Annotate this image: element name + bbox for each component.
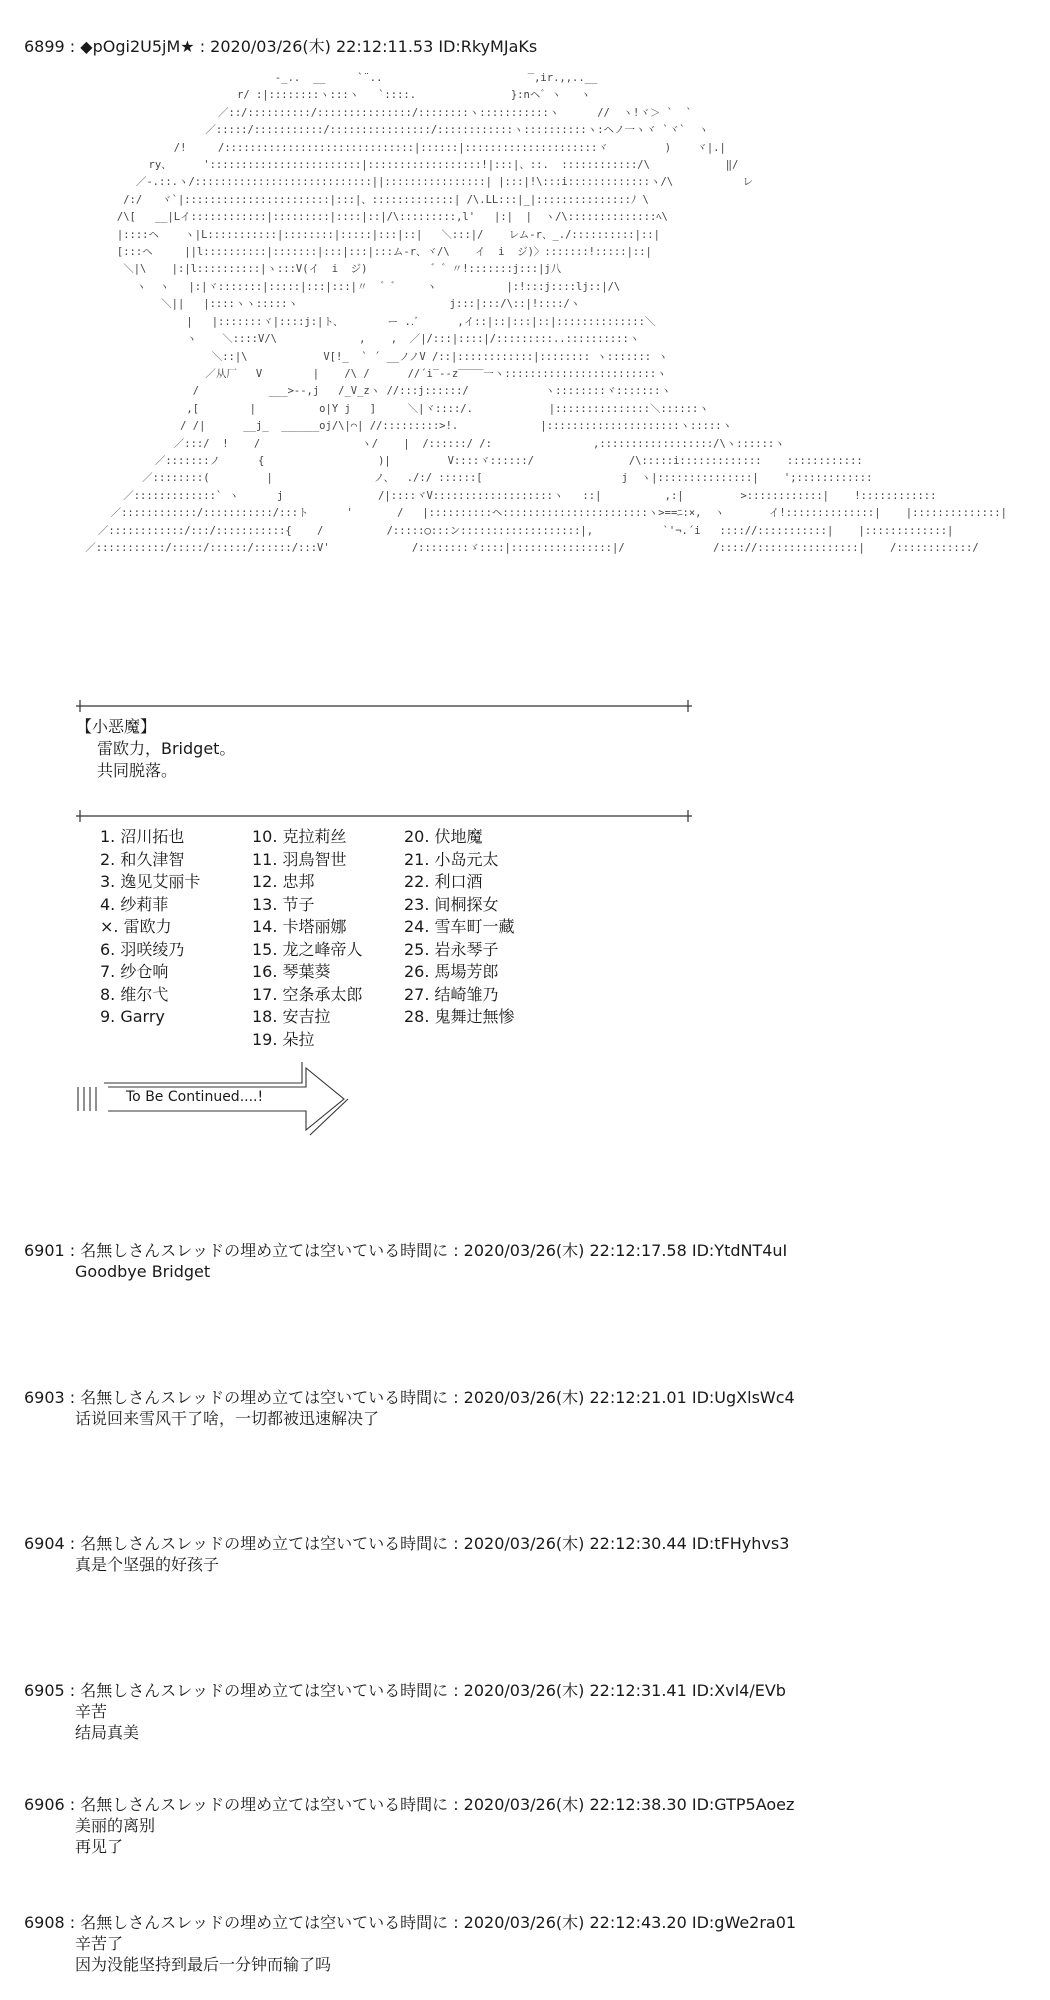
ascii-art-line: ヽ ヽ |:|ヾ:::::::|:::::|:::|:::|〃 ゛゛ ヽ |:!:::j::::lj::|/\ [60, 280, 621, 293]
roster-column-1 [100, 826, 200, 1029]
post-line: 真是个坚强的好孩子 [75, 1555, 220, 1574]
roster-entry: 16. 琴葉葵 [252, 962, 331, 981]
to-be-continued-text: To Be Continued....! [126, 1089, 264, 1105]
roster-entry: 10. 克拉莉丝 [252, 827, 347, 846]
roster-entry: 15. 龙之峰帝人 [252, 939, 363, 959]
ascii-art-line: ／:::::::::::::` ヽ j /|::::ヾV:::::::::::::::::::ヽ ::| ,:| >::::::::::::| !:::::::::::: [60, 489, 937, 502]
ascii-art-line: /\[ __|Lイ::::::::::::|:::::::::|::::|::|/\:::::::::,l' |:| | ヽ/\::::::::::::::ﾍ\ [60, 211, 668, 224]
post-header: 6906 : 名無しさんスレッドの埋め立ては空いている時間に : 2020/03/26(木) 22:12:38.30 ID:GTP5Aoez [24, 1795, 795, 1814]
post-6904 [24, 1533, 1034, 1575]
roster-entry: 20. 伏地魔 [404, 827, 483, 846]
ascii-art-line: r/ :|::::::::ヽ:::ヽ `::::. }:nヘ゛ヽ ヽ [60, 89, 591, 102]
ascii-art-line: [:::ヘ ||l::::::::::|:::::::|:::|:::|:::ム-r、ヾ/\ イ i ジ)〉:::::::!:::::|::| [60, 246, 652, 259]
post-line: 辛苦了 [75, 1934, 124, 1953]
ascii-art-line: ／:::::::::::/:::::/::::::/::::::/:::V' /::::::::ゞ::::|::::::::::::::::|/ /:::://::::::::::::::::| /::::::::::::/ [60, 541, 979, 554]
post-6899 [24, 36, 1034, 57]
roster-entry: 12. 忠邦 [252, 872, 315, 891]
roster-entry: ×. 雷欧力 [100, 917, 172, 936]
post-header: 6908 : 名無しさんスレッドの埋め立ては空いている時間に : 2020/03/26(木) 22:12:43.20 ID:gWe2ra01 [24, 1913, 797, 1932]
post-body [24, 1408, 1034, 1429]
ascii-art-line: ／:::/ ! / ヽ/ | /::::::/ /: ,::::::::::::::::::/\ヽ::::::ヽ [60, 437, 785, 450]
post-6906 [24, 1794, 1034, 1857]
roster-entry: 23. 间桐探女 [404, 894, 499, 914]
post-line: 因为没能坚持到最后一分钟而输了吗 [75, 1955, 332, 1974]
roster-entry: 13. 节子 [252, 894, 315, 914]
ascii-art-line: /:/ ヾ`|:::::::::::::::::::::::|:::|、:::::::::::::| /\.LL:::|_|:::::::::::::::ﾉ \ [60, 193, 649, 206]
post-body [24, 1933, 1034, 1975]
post-body [24, 1701, 1034, 1743]
ascii-art-line: ／:::::::ノ { )| V::::ヾ::::::/ /\:::::i::::::::::::: :::::::::::: [60, 454, 863, 467]
ascii-art-line: ＼::|\ V[!_ ` ´ __ノノV /::|::::::::::::|:::::::: ヽ::::::: ヽ [60, 350, 668, 363]
caption-line: 共同脱落。 [97, 761, 178, 780]
post-body [24, 1554, 1034, 1575]
ascii-art-line: ／::::::::::::/:::::::::::/:::ト ' / |::::::::::ヘ:::::::::::::::::::::::ヽ>==ﾆ:×, ヽ イ!::::::::::::::| |::::::::::::::| [60, 507, 1007, 520]
ascii-art-line: ヽ ＼::::V/\ , , ／|/:::|::::|/:::::::::..::::::::::ヽ [60, 333, 640, 346]
caption [76, 716, 235, 782]
caption-line: 雷欧力，Bridget。 [97, 739, 236, 758]
post-header: 6904 : 名無しさんスレッドの埋め立ては空いている時間に : 2020/03/26(木) 22:12:30.44 ID:tFHyhvs3 [24, 1534, 790, 1553]
divider-top [74, 700, 694, 712]
roster-entry: 2. 和久津智 [100, 849, 185, 869]
roster-entry: 9. Garry [100, 1007, 165, 1026]
roster-column-3 [404, 826, 515, 1029]
roster-entry: 6. 羽咲绫乃 [100, 939, 185, 959]
ascii-art-line: ry、 '::::::::::::::::::::::::|::::::::::::::::::!|:::|、::. ::::::::::::/\ ‖/ [60, 159, 739, 172]
roster-column-2 [252, 826, 363, 1051]
post-body [24, 1261, 1034, 1282]
roster-entry: 14. 卡塔丽娜 [252, 917, 347, 936]
ascii-art-line: / /| __j_ ______oj/\|⌒| //:::::::::>!. |:::::::::::::::::::::ヽ:::::ヽ [60, 420, 733, 433]
post-line: 再见了 [75, 1837, 124, 1856]
roster-entry: 24. 雪车町一藏 [404, 917, 515, 936]
ascii-art-line: ／::/::::::::::/:::::::::::::::/::::::::ヽ:::::::::::ヽ // ヽ!ヾ＞ ` ` [60, 106, 692, 119]
roster-entry: 3. 逸见艾丽卡 [100, 872, 201, 891]
post-6905 [24, 1680, 1034, 1743]
roster-entry: 8. 维尔弋 [100, 984, 169, 1004]
post-6908 [24, 1912, 1034, 1975]
post-header: 6901 : 名無しさんスレッドの埋め立ては空いている時間に : 2020/03/26(木) 22:12:17.58 ID:YtdNT4uI [24, 1241, 788, 1260]
ascii-art-line: ／-.::.ヽ/::::::::::::::::::::::::::::||::::::::::::::::| |:::|!\:::i:::::::::::::ヽ/\ レ [60, 176, 754, 189]
post-6903 [24, 1387, 1034, 1429]
ascii-art-line: -_.. __ `¨.. ‾,ir.,,..__ [60, 72, 598, 84]
roster-entry: 26. 馬場芳郎 [404, 962, 499, 981]
roster-entry: 19. 朵拉 [252, 1029, 315, 1049]
roster-entry: 11. 羽鳥智世 [252, 849, 347, 869]
ascii-art-line: /! /::::::::::::::::::::::::::::::|::::::|:::::::::::::::::::::ヾ ) ヾ|.| [60, 141, 726, 154]
post-line: 美丽的离别 [75, 1816, 156, 1835]
roster-entry: 28. 鬼舞辻無惨 [404, 1007, 515, 1026]
roster-entry: 18. 安吉拉 [252, 1007, 331, 1026]
roster-entry: 22. 利口酒 [404, 872, 483, 891]
ascii-art-line: ,[ | o|Y j ] ＼|ヾ::::/. |:::::::::::::::＼::::::ヽ [60, 402, 709, 415]
post-line: 话说回来雪风干了啥，一切都被迅速解决了 [75, 1409, 380, 1428]
ascii-art-line: ／:::::/:::::::::::/::::::::::::::::/::::::::::::ヽ::::::::::ヽ:ヘノ一ヽヾ `ヾ` ヽ [60, 124, 709, 137]
roster-entry: 17. 空条承太郎 [252, 984, 363, 1004]
ascii-art [60, 70, 1007, 698]
ascii-art-line: ＼|\ |:|l::::::::::|ヽ:::V(イ i ジ) ゛゛〃!:::::::j:::|j八 [60, 263, 562, 276]
ascii-art-line: | |:::::::ヾ|::::j:|ト、 ー ..ﾞ ,イ::|::|:::|::|::::::::::::::＼ [60, 315, 656, 328]
ascii-art-line: ／从厂 V | /\ / //´i‾--z‾‾‾‾一ヽ::::::::::::::::::::::::ヽ [60, 367, 667, 380]
post-header: 6903 : 名無しさんスレッドの埋め立ては空いている時間に : 2020/03/26(木) 22:12:21.01 ID:UgXlsWc4 [24, 1388, 795, 1407]
roster-entry: 21. 小岛元太 [404, 849, 499, 869]
post-line: 结局真美 [75, 1723, 140, 1742]
to-be-continued-arrow [74, 1060, 364, 1138]
roster-entry: 27. 结崎雏乃 [404, 984, 499, 1004]
ascii-art-line: |::::ヘ ヽ|L:::::::::::|::::::::|:::::|:::|::| ＼:::|/ レム-r、_./::::::::::|::| [60, 228, 660, 241]
divider-mid [74, 810, 694, 822]
post-header: 6905 : 名無しさんスレッドの埋め立ては空いている時間に : 2020/03/26(木) 22:12:31.41 ID:Xvl4/EVb [24, 1681, 786, 1700]
ascii-art-line: ／::::::::::::/:::/:::::::::::{ / /:::::◯:::ン:::::::::::::::::::|, `'¬.´i :::://:::::::::::| |:::::::::::::| [60, 524, 954, 537]
roster-entry: 7. 纱仓响 [100, 962, 169, 981]
post-line: 辛苦 [75, 1702, 108, 1721]
roster-entry: 4. 纱莉菲 [100, 894, 169, 914]
roster-entry: 1. 沼川拓也 [100, 827, 185, 846]
ascii-art-line: ／::::::::( | ノ、 ./:/ ::::::[ j ヽ|:::::::::::::::| ';:::::::::::: [60, 472, 873, 485]
ascii-art-line: ＼|| |::::ヽヽ:::::ヽ j:::|:::/\::|!::::/ヽ [60, 298, 581, 311]
post-6901 [24, 1240, 1034, 1282]
caption-title: 【小恶魔】 [76, 717, 157, 736]
roster-entry: 25. 岩永琴子 [404, 939, 499, 959]
ascii-art-line: / ___>--,j /_V_zヽ //:::j::::::/ ヽ::::::::ヾ:::::::ヽ [60, 385, 671, 398]
post-line: Goodbye Bridget [75, 1262, 211, 1281]
post-body [24, 1815, 1034, 1857]
post-header: 6899 : ◆pOgi2U5jM★ : 2020/03/26(木) 22:12:11.53 ID:RkyMJaKs [24, 37, 538, 56]
